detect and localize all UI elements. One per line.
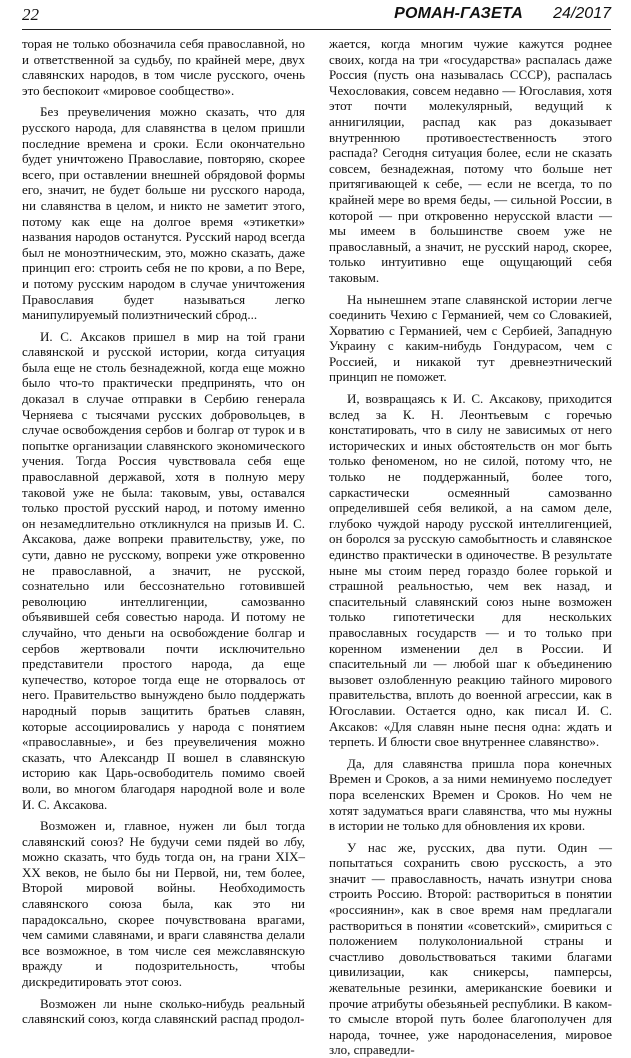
paragraph: Возможен ли ныне сколько-нибудь реальный славянский союз, когда славянский распад продол- [22, 995, 305, 1027]
page-header [22, 3, 611, 30]
paragraph: На нынешнем этапе славянской истории легче соединить Чехию с Германией, чем со Словакией, Хорватию с Германией, чем с Сербией, Западную Украину с каким-нибудь Гондурасом, чем с Россией, и никакой тут древнеэтнический принцип не поможет. [329, 291, 612, 385]
paragraph: Без преувеличения можно сказать, что для русского народа, для славянства в целом пришли последние времена и сроки. Если окончательно будет уничтожено Православие, повторяю, скорее всего, при оставлении внешней обрядовой формы его, значит, не будет больше ни русского народа, ни славянства в целом, и никто не заметит этого, потому как еще на долгое время «этикетки» названия народов останутся. Русский народ всегда был не моноэтническим, это, можно сказать, даже принцип его: строить себя не по крови, а по Вере, и потому русским народом в случае уничтожения Православия будет называться легко манипулируемый полиэтнический сброд... [22, 104, 305, 323]
paragraph: торая не только обозначила себя православной, но и ответственной за судьбу, по крайней мере, двух славянских народов, в том числе русского, очень это беспокоит «мировое сообщество». [22, 36, 305, 98]
paragraph: И, возвращаясь к И. С. Аксакову, приходится вслед за К. Н. Леонтьевым с горечью констатировать, что в силу не зависимых от него исторических и иных обстоятельств он мог быть только феноменом, но не силой, потому что, не только не поддержанный, более того, саркастически осмеянный самозванно определившей себя великой, а на самом деле, глубоко чуждой народу русской интеллигенцией, он боролся за русскую самобытность и славянское единство практически в одиночестве. В результате ныне мы стоим перед гораздо более горькой и страшной реальностью, чем век назад, и спасительный славянский союз ныне возможен только гипотетически для нескольких православных государств — и то только при коренном изменении дел в России. И спасительный ли — любой шаг к объединению вызовет озлобленную реакцию тайного мирового правительства, вплоть до военной агрессии, как в Югославии. Остается одно, как писал И. С. Аксаков: «Для славян ныне песня одна: ждать и терпеть. И блюсти свое внутреннее славянство». [329, 391, 612, 750]
left-column [22, 36, 305, 1027]
magazine-title: РОМАН-ГАЗЕТА [394, 5, 523, 22]
issue-number: 24/2017 [553, 5, 611, 22]
paragraph: Да, для славянства пришла пора конечных Времен и Сроков, а за ними неминуемо последует пора вселенских Времен и Сроков. Но чем не хотят задуматься враги славянства, что мы нужны в истории не только для обновления их крови. [329, 755, 612, 834]
paragraph: жается, когда многим чужие кажутся роднее своих, когда на три «государства» распалась даже Россия (пусть она называлась СССР), распалась Чехословакия, совсем недавно — Югославия, хотя этот почти молекулярный, ведущий к аннигиляции, распад как раз доказывает внутреннюю противоестественность этого распада? Сегодня ситуация более, если не сказать совсем, безнадежная, потому что больше нет притягивающей к себе, — если не всегда, то по крайней мере во время беды, — сильной России, в которой — при откровенно нерусской власти — мы имеем в большинстве своем уже не православный, а значит, не русский народ, скорее, только интуитивно еще ощущающий себя таковым. [329, 36, 612, 285]
paragraph: И. С. Аксаков пришел в мир на той грани славянской и русской истории, когда ситуация была еще не столь безнадежной, когда еще можно было что-то практически предпринять, что он доказал в случае отправки в Сербию генерала Черняева с тысячами русских добровольцев, в случае освобождения сербов и болгар от турок и в попытке организации славянского экономического учения. Тогда Россия чувствовала себя еще православной державой, хотя в полную меру таковой уже не была: таковым, увы, оставался только простой русский народ, и потому именно он незамедлительно откликнулся на призыв И. С. Аксакова, даже вопреки правительству, уже, по сути, давно не русскому, вопреки уже откровенно не православной, а значит, не русской, сознательно или бессознательно готовившей революцию интеллигенции, самозванно объявившей себя совестью народа. И потому не случайно, что деньги на освобождение болгар и сербов жертвовали почти исключительно представители простого народа, да еще купечество, которое тогда еще не оторвалось от него. Правительство вынуждено было поддержать народный порыв защитить братьев славян, которые ассоциировались у народа с понятием «православные», и без преувеличения можно сказать, что Александр II вошел в славянскую историю как Царь-освободитель помимо своей воли, во многом благодаря народной воле и воле И. С. Аксакова. [22, 328, 305, 812]
page-number: 22 [22, 5, 39, 24]
paragraph: Возможен и, главное, нужен ли был тогда славянский союз? Не будучи семи пядей во лбу, можно сказать, что будь тогда он, на грани XIX–XX веков, не было бы ни Первой, ни, тем более, Второй мировой войны. Необходимость славянского союза была, как это ни парадоксально, скорее почувствована врагами, чем самими славянами, и враги славянства делали все возможное, в том числе сея межславянскую вражду и подозрительность, чтобы дискредитировать этот союз. [22, 818, 305, 990]
right-column [329, 36, 612, 1058]
paragraph: У нас же, русских, два пути. Один — попытаться сохранить свою русскость, а это значит — православность, начать изнутри снова строить Россию. Второй: раствориться в понятии «россиянин», как в свое время нам предлагали раствориться в понятии «советский», смириться с положением полуколониальной страны и счастливо довольствоваться такими благами цивилизации, как сникерсы, памперсы, жевательные резинки, американские боевики и прочие атрибуты обезьяньей республики. В каком-то смысле второй путь более благополучен для народа, точнее, уже народонаселения, мировое зло, справедли- [329, 839, 612, 1058]
